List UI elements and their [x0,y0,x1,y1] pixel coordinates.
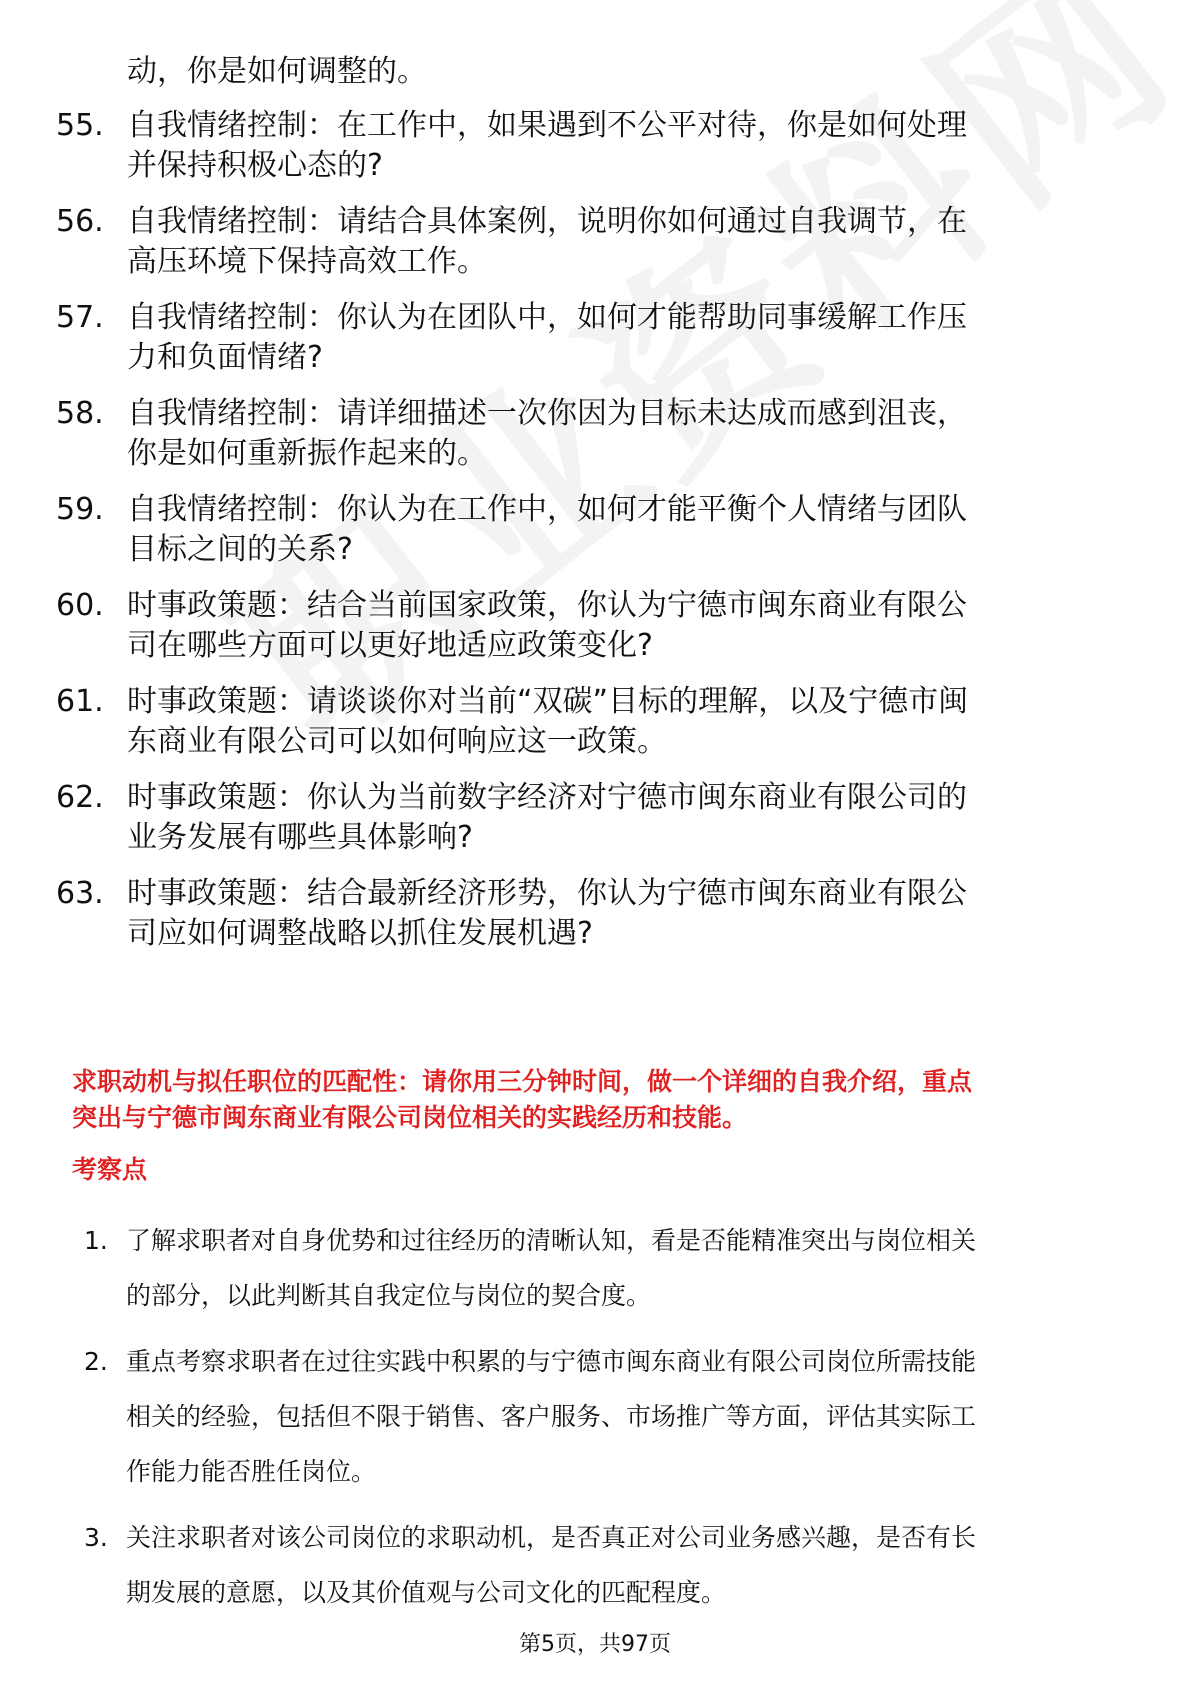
point-number: 1. [84,1226,108,1255]
point-number: 2. [84,1347,108,1376]
question-number: 59. [56,492,104,527]
question-number: 60. [56,588,104,623]
question-continuation: 动，你是如何调整的。 [127,54,427,89]
point-number: 3. [84,1523,108,1552]
question-number: 55. [56,108,104,143]
interview-prompt: 求职动机与拟任职位的匹配性：请你用三分钟时间，做一个详细的自我介绍，重点 突出与宁德市闽东商业有限公司岗位相关的实践经历和技能。 [72,1067,973,1132]
section-title: 考察点 [72,1155,148,1184]
question-number: 63. [56,876,104,911]
question-number: 62. [56,780,104,815]
question-text: 时事政策题：你认为当前数字经济对宁德市闽东商业有限公司的 业务发展有哪些具体影响? [127,780,967,855]
question-text: 时事政策题：结合当前国家政策，你认为宁德市闽东商业有限公 司在哪些方面可以更好地适应政策变化? [127,588,967,663]
question-text: 时事政策题：请谈谈你对当前“双碳”目标的理解，以及宁德市闽 东商业有限公司可以如何响应这一政策。 [127,684,969,759]
question-number: 61. [56,684,104,719]
question-text: 时事政策题：结合最新经济形势，你认为宁德市闽东商业有限公 司应如何调整战略以抓住发展机遇? [127,876,967,951]
point-text: 关注求职者对该公司岗位的求职动机，是否真正对公司业务感兴趣，是否有长 期发展的意愿，以及其价值观与公司文化的匹配程度。 [126,1523,977,1607]
question-text: 自我情绪控制：你认为在团队中，如何才能帮助同事缓解工作压 力和负面情绪? [127,300,967,375]
page-footer: 第5页，共97页 [519,1632,671,1657]
question-number: 58. [56,396,104,431]
question-text: 自我情绪控制：你认为在工作中，如何才能平衡个人情绪与团队 目标之间的关系? [127,492,967,567]
question-text: 自我情绪控制：请详细描述一次你因为目标未达成而感到沮丧， 你是如何重新振作起来的。 [127,396,967,471]
point-text: 重点考察求职者在过往实践中积累的与宁德市闽东商业有限公司岗位所需技能 相关的经验，包括但不限于销售、客户服务、市场推广等方面，评估其实际工 作能力能否胜任岗位。 [126,1347,977,1486]
question-text: 自我情绪控制：请结合具体案例，说明你如何通过自我调节，在 高压环境下保持高效工作。 [127,204,967,279]
question-number: 57. [56,300,104,335]
question-text: 自我情绪控制：在工作中，如果遇到不公平对待，你是如何处理 并保持积极心态的? [127,108,967,183]
question-number: 56. [56,204,104,239]
point-text: 了解求职者对自身优势和过往经历的清晰认知，看是否能精准突出与岗位相关 的部分，以此判断其自我定位与岗位的契合度。 [126,1226,977,1310]
